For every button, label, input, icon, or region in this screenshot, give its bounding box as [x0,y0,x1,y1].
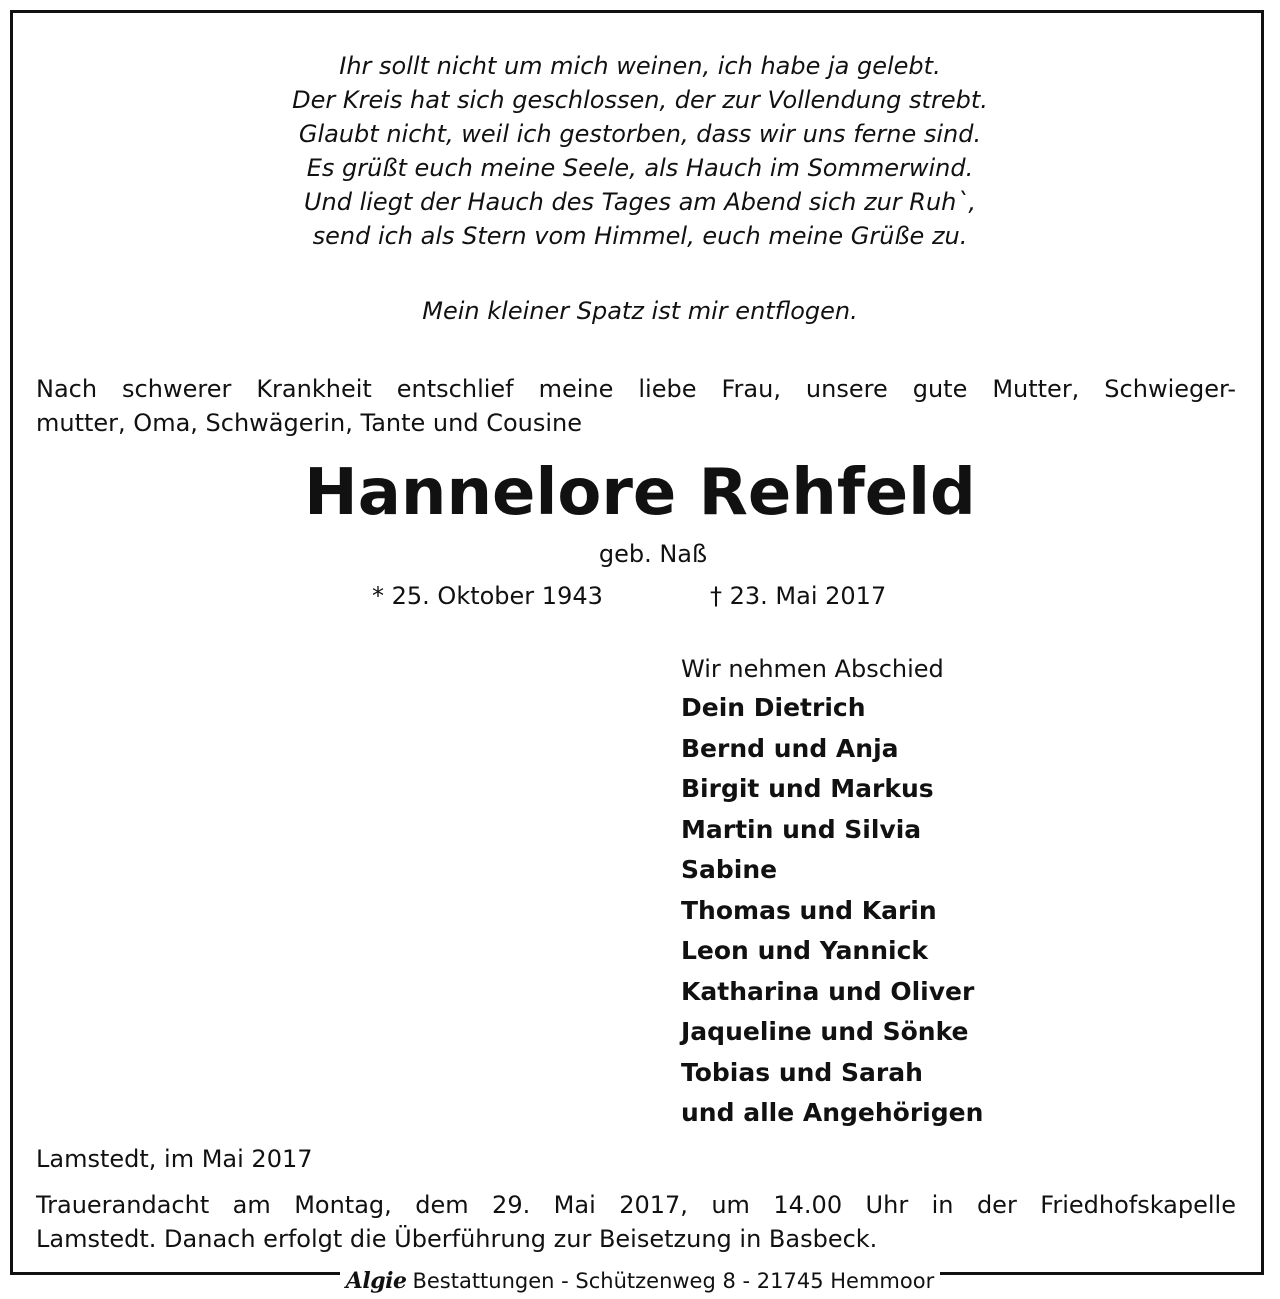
footer-content [340,1266,940,1296]
funeral-home-address: Bestattungen - Schützenweg 8 - 21745 Hemmoor [412,1269,935,1293]
poem [0,49,1280,253]
place-date: Lamstedt, im Mai 2017 [36,1145,313,1173]
death-date: † 23. Mai 2017 [710,582,887,610]
mourner-name: Martin und Silvia [681,814,922,844]
funeral-home-logo: Algie [345,1268,407,1294]
funeral-home-footer [0,1266,1280,1296]
deceased-name: Hannelore Rehfeld [304,456,976,530]
mourner-name: Birgit und Markus [681,774,934,803]
birth-name: geb. Naß [598,540,708,568]
service-line: Lamstedt. Danach erfolgt die Überführung zur Beisetzung in Basbeck. [36,1225,878,1253]
mourner-name: und alle Angehörigen [681,1098,984,1127]
mourner-name: Leon und Yannick [681,936,929,965]
intro-line: Nach schwerer Krankheit entschlief meine liebe Frau, unsere gute Mutter, Schwieger- [36,375,1236,403]
poem-line: Und liegt der Hauch des Tages am Abend sich zur Ruh`, [303,188,977,216]
mourner-name: Thomas und Karin [681,895,937,925]
announcement-intro [36,372,1236,440]
mourner-name: Bernd und Anja [681,733,899,763]
poem-line: Ihr sollt nicht um mich weinen, ich habe ja gelebt. [339,52,941,80]
poem-line: Der Kreis hat sich geschlossen, der zur Vollendung strebt. [292,86,988,114]
mourner-name: Katharina und Oliver [681,976,975,1006]
poem-closing-line: Mein kleiner Spatz ist mir entflogen. [422,297,858,325]
service-line: Trauerandacht am Montag, dem 29. Mai 2017, um 14.00 Uhr in der Friedhofskapelle [36,1191,1236,1219]
poem-line: Glaubt nicht, weil ich gestorben, dass wir uns ferne sind. [298,120,982,148]
mourner-name: Dein Dietrich [681,693,866,722]
intro-line: mutter, Oma, Schwägerin, Tante und Cousine [36,409,583,437]
birth-date: * 25. Oktober 1943 [372,582,603,610]
mourner-name: Tobias und Sarah [681,1057,923,1087]
mourner-name: Jaqueline und Sönke [681,1017,969,1046]
service-info [36,1188,1236,1256]
mourner-name: Sabine [681,855,778,884]
mourners-intro: Wir nehmen Abschied [681,655,944,683]
poem-line: send ich als Stern vom Himmel, euch meine Grüße zu. [312,222,968,250]
mourners-block [681,650,983,1134]
poem-line: Es grüßt euch meine Seele, als Hauch im Sommerwind. [306,154,974,182]
